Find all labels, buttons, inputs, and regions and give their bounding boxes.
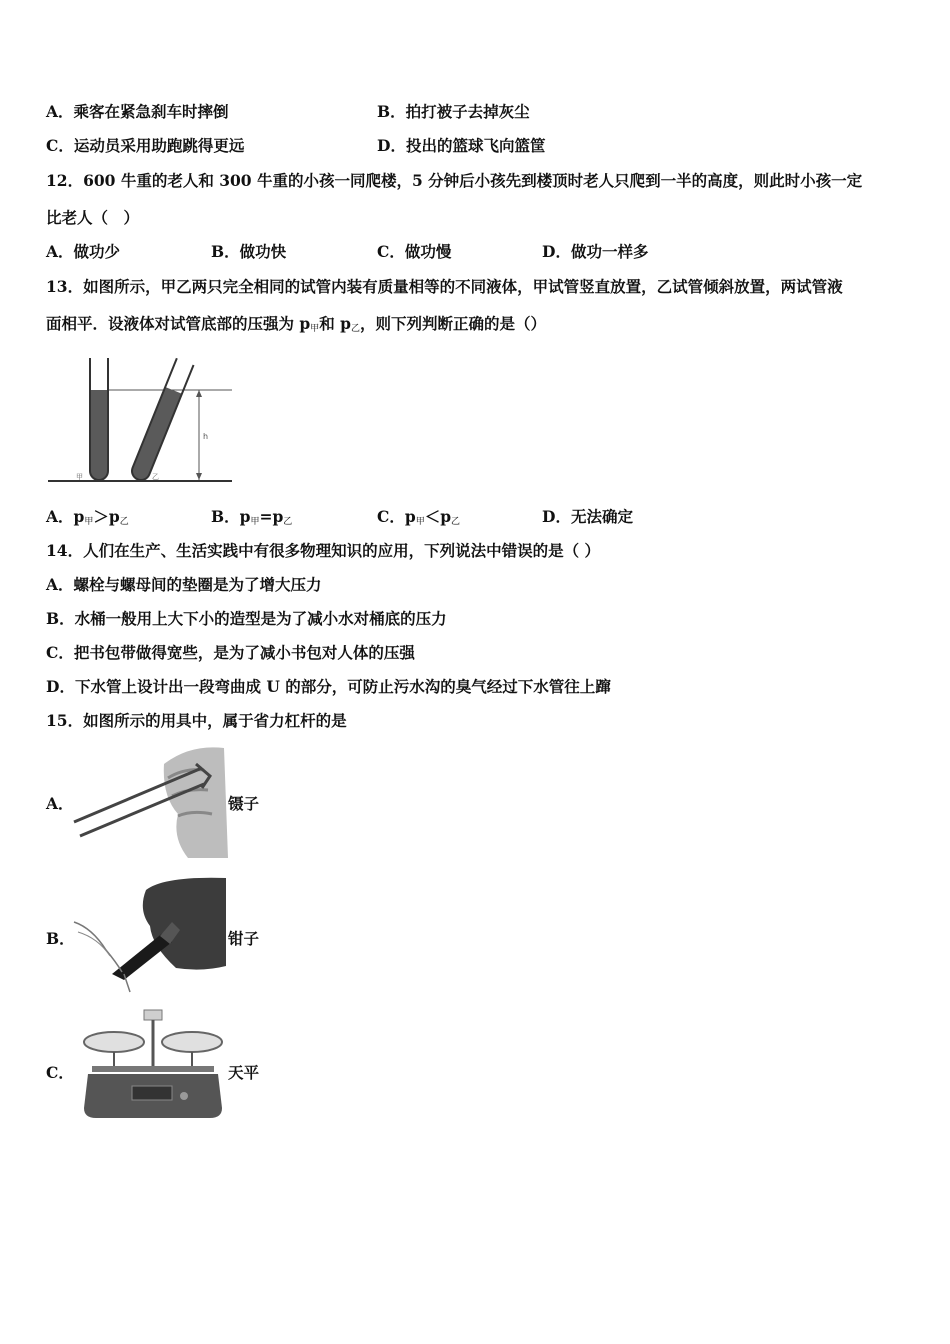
q12-option-a: A．做功少	[46, 242, 121, 261]
q13-option-c: C．$p_甲<p_乙$	[377, 507, 461, 527]
q14-stem: 14．人们在生产、生活实践中有很多物理知识的应用，下列说法中错误的是（ ）	[46, 541, 600, 560]
q14-option-c: C．把书包带做得宽些，是为了减小书包对人体的压强	[46, 643, 415, 662]
arrow-head-top	[196, 390, 202, 397]
q13-option-d: D．无法确定	[542, 507, 633, 526]
wire	[74, 922, 122, 972]
balance-beam	[92, 1066, 214, 1072]
balance-knob	[180, 1092, 188, 1100]
balance-label-plate	[132, 1086, 172, 1100]
q15-option-c-letter: C．	[46, 1063, 74, 1082]
q14-option-b: B．水桶一般用上大下小的造型是为了减小水对桶底的压力	[46, 609, 447, 628]
q15-option-c-name: 天平	[228, 1063, 260, 1082]
q15-option-b-name: 钳子	[228, 929, 260, 948]
q11-option-d: D．投出的篮球飞向篮筐	[377, 136, 546, 155]
q14-option-a: A．螺栓与螺母间的垫圈是为了增大压力	[46, 575, 322, 594]
q13-option-a: A．$p_甲>p_乙$	[46, 507, 129, 527]
q11-option-b: B．拍打被子去掉灰尘	[377, 102, 530, 121]
q13-stem-line2: 面相平．设液体对试管底部的压强为 $p_甲$和 $p_乙$，则下列判断正确的是（）	[46, 314, 547, 334]
q12-stem-line1: 12．600 牛重的老人和 300 牛重的小孩一同爬楼，5 分钟后小孩先到楼顶时老人只爬到一半的高度，则此时小孩一定	[46, 171, 863, 190]
label-yi: 乙	[152, 473, 159, 481]
arrow-head-bottom	[196, 473, 202, 480]
q12-option-c: C．做功慢	[377, 242, 452, 261]
pliers-image	[72, 876, 228, 994]
tube-yi-liquid	[129, 387, 182, 483]
q12-option-b: B．做功快	[211, 242, 287, 261]
balance-pan-right	[162, 1032, 222, 1052]
q15-option-b-letter: B．	[46, 929, 75, 948]
q15-option-a-name: 镊子	[228, 794, 260, 813]
balance-pan-left	[84, 1032, 144, 1052]
q14-option-d: D．下水管上设计出一段弯曲成 U 的部分，可防止污水沟的臭气经过下水管往上蹿	[46, 677, 611, 696]
tweezers-image	[72, 744, 228, 858]
q13-stem-line1: 13．如图所示，甲乙两只完全相同的试管内装有质量相等的不同液体，甲试管竖直放置，乙试管倾斜放置，两试管液	[46, 277, 843, 296]
label-h: h	[203, 432, 209, 441]
q15-option-a-letter: A．	[46, 794, 74, 813]
q13-option-b: B．$p_甲=p_乙$	[211, 507, 293, 527]
pliers-jaws	[112, 932, 172, 980]
label-jia: 甲	[76, 473, 83, 481]
hand-shape	[143, 878, 226, 970]
balance-pointer-top	[144, 1010, 162, 1020]
balance-image	[80, 1008, 226, 1122]
q12-stem-line2: 比老人（ ）	[46, 208, 140, 227]
q15-stem: 15．如图所示的用具中，属于省力杠杆的是	[46, 711, 347, 730]
test-tubes-figure	[46, 353, 236, 487]
hand-shape	[164, 747, 228, 858]
q12-option-d: D．做功一样多	[542, 242, 649, 261]
q11-option-a: A．乘客在紧急刹车时摔倒	[46, 102, 229, 121]
q11-option-c: C．运动员采用助跑跳得更远	[46, 136, 245, 155]
tube-yi	[129, 358, 193, 482]
